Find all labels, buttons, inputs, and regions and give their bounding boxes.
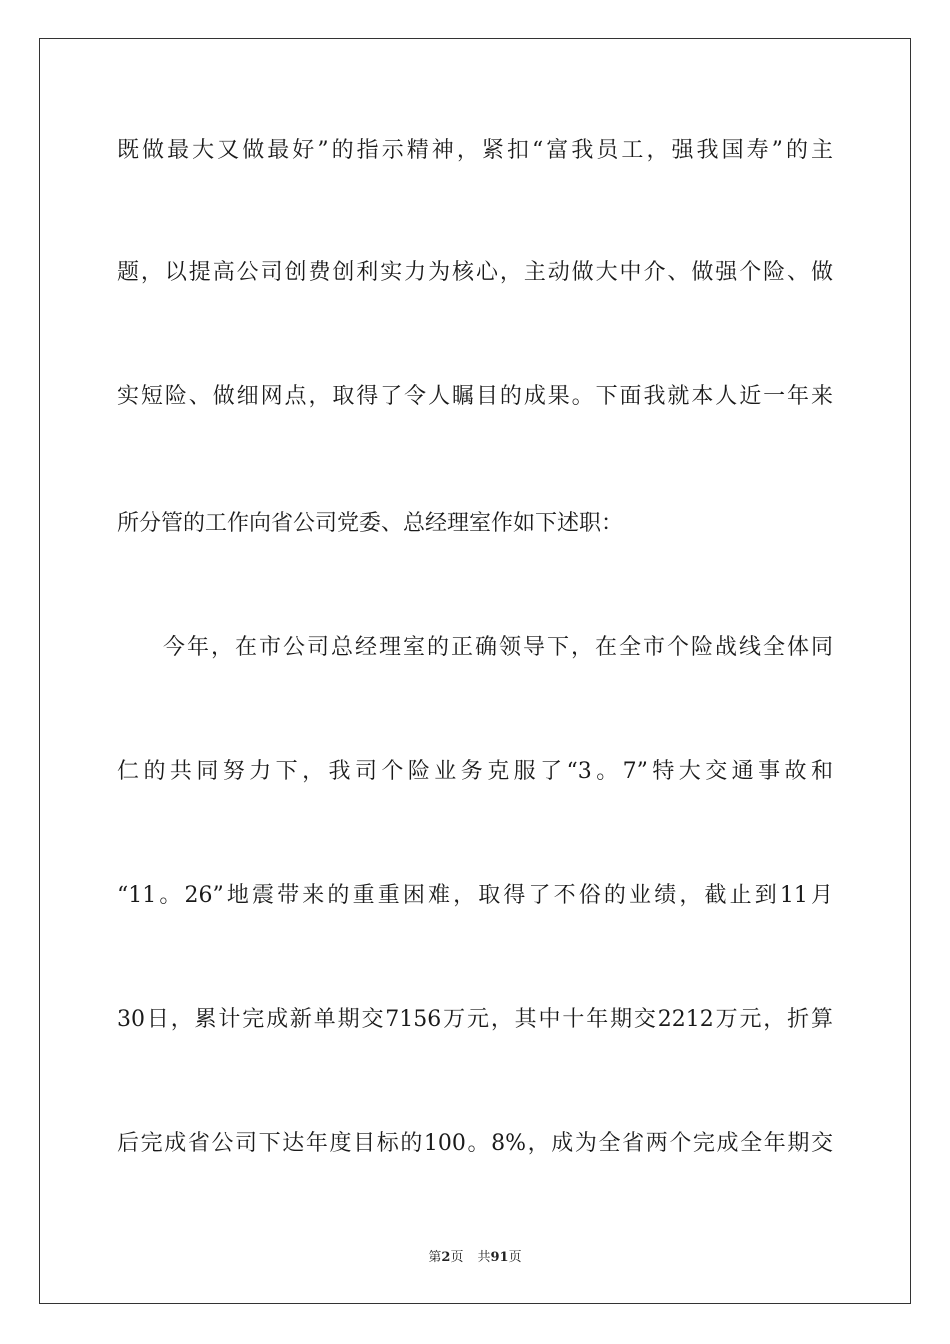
page-footer [0, 1249, 950, 1267]
body-text-line: 后完成省公司下达年度目标的100。8%，成为全省两个完成全年期交 [117, 1131, 833, 1156]
page-suffix: 页 [450, 1250, 464, 1265]
body-text-line: 仁的共同努力下，我司个险业务克服了“3。7”特大交通事故和 [117, 759, 833, 784]
body-text-line: 既做最大又做最好”的指示精神，紧扣“富我员工，强我国寿”的主 [117, 138, 833, 163]
body-text-line: 实短险、做细网点，取得了令人瞩目的成果。下面我就本人近一年来 [117, 384, 833, 409]
body-text-line: “11。26”地震带来的重重困难，取得了不俗的业绩，截止到11月 [117, 883, 833, 908]
page-number: 2 [441, 1250, 451, 1265]
body-text-line: 题，以提高公司创费创利实力为核心，主动做大中介、做强个险、做 [117, 260, 833, 285]
body-text-line: 30日，累计完成新单期交7156万元，其中十年期交2212万元，折算 [117, 1007, 833, 1032]
body-text-line: 所分管的工作向省公司党委、总经理室作如下述职： [117, 511, 624, 536]
page-border [39, 38, 911, 1304]
total-suffix: 页 [508, 1250, 522, 1265]
total-pages: 91 [490, 1250, 509, 1265]
paragraph-first-line: 今年，在市公司总经理室的正确领导下，在全市个险战线全体同 [163, 635, 833, 660]
total-prefix: 共 [477, 1250, 491, 1265]
page-prefix: 第 [428, 1250, 442, 1265]
